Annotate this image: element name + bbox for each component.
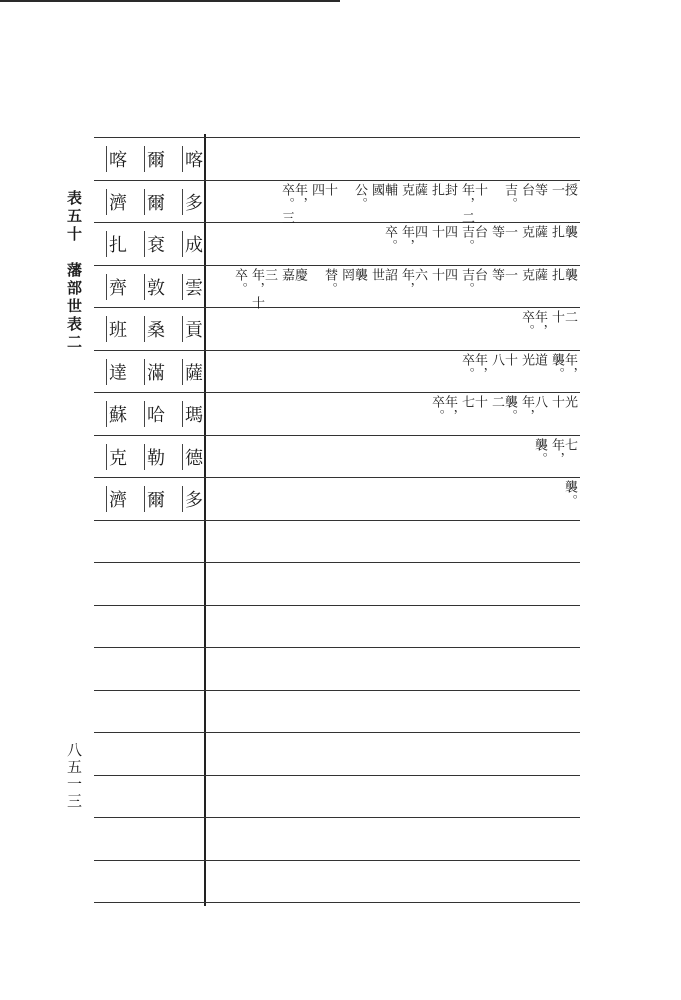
name-cell: [100, 309, 220, 349]
entry-column: [459, 268, 487, 310]
entry-cell: [210, 140, 580, 182]
entry-glyphs: 國: [369, 183, 384, 197]
entry-glyphs: 等: [532, 183, 547, 197]
row-rule: [94, 690, 580, 691]
entry-glyphs: 八: [532, 395, 547, 409]
name-cell: [100, 224, 220, 264]
name-char: 哈: [144, 401, 182, 427]
entry-glyphs: 道: [532, 353, 547, 367]
entry-cell: [210, 480, 580, 522]
name-char: 勒: [144, 444, 182, 470]
entry-glyphs: 襲。: [532, 438, 547, 466]
entry-glyphs: 十: [429, 225, 444, 239]
name-char: 爾: [144, 146, 182, 172]
entry-glyphs: 十: [549, 310, 564, 324]
entry-column: [429, 268, 457, 310]
name-char: 敦: [144, 274, 182, 300]
entry-glyphs: 一: [549, 183, 564, 197]
entry-glyphs: 十: [322, 183, 337, 197]
entry-column: [309, 183, 337, 225]
entry-glyphs: 扎: [429, 183, 444, 197]
entry-column: [549, 268, 577, 310]
entry-column: [519, 268, 547, 310]
entry-glyphs: 七: [562, 438, 577, 452]
name-char: 德: [182, 444, 220, 470]
name-char: 瑪: [182, 401, 220, 427]
entry-glyphs: 六: [412, 268, 427, 282]
row-rule: [94, 817, 580, 818]
entry-glyphs: 年，: [549, 438, 564, 466]
entry-glyphs: 襲。: [502, 395, 517, 423]
entry-glyphs: 二: [489, 395, 504, 409]
entry-glyphs: 薩: [532, 225, 547, 239]
entry-glyphs: 嘉: [279, 268, 294, 282]
entry-glyphs: 吉。: [502, 183, 517, 211]
entry-column: [549, 395, 577, 437]
entry-glyphs: 年，: [562, 353, 577, 381]
entry-glyphs: 等: [489, 225, 504, 239]
entry-column: [459, 225, 487, 267]
entry-column: [519, 353, 547, 395]
name-cell: [100, 352, 220, 392]
entry-column: [369, 183, 397, 225]
entry-column: [549, 438, 577, 480]
name-char: 喀: [106, 146, 144, 172]
entry-column: [374, 225, 396, 267]
entry-cell: [210, 438, 580, 480]
entry-column: [489, 353, 517, 395]
entry-glyphs: 輔: [382, 183, 397, 197]
top-rule: [0, 0, 340, 2]
entry-glyphs: 卒。: [459, 353, 474, 381]
row-rule: [94, 732, 580, 733]
name-char: 成: [182, 231, 220, 257]
entry-column: [429, 225, 457, 267]
entry-glyphs: 罔: [339, 268, 354, 282]
name-char: 班: [106, 316, 144, 342]
entry-glyphs: 台: [472, 225, 487, 239]
entry-column: [399, 183, 427, 225]
entry-glyphs: 年，十: [249, 268, 264, 310]
entry-column: [524, 438, 546, 480]
entry-cell: [210, 395, 580, 437]
entry-column: [399, 225, 427, 267]
name-char: 達: [106, 359, 144, 385]
entry-column: [489, 225, 517, 267]
entry-glyphs: 替。: [322, 268, 337, 296]
entry-glyphs: 扎: [549, 268, 564, 282]
name-char: 多: [182, 486, 220, 512]
entry-glyphs: 十: [502, 353, 517, 367]
name-char: 多: [182, 189, 220, 215]
entry-glyphs: 襲。: [549, 353, 564, 381]
name-char: 爾: [144, 189, 182, 215]
entry-column: [519, 395, 547, 437]
entry-column: [459, 353, 487, 395]
entry-glyphs: 三: [262, 268, 277, 282]
entry-column: [279, 268, 307, 310]
page-number: 八五一三: [65, 742, 83, 810]
name-char: 滿: [144, 359, 182, 385]
entry-glyphs: 十: [472, 395, 487, 409]
entry-column: [249, 268, 277, 310]
name-char: 齊: [106, 274, 144, 300]
entry-glyphs: 卒。三: [279, 183, 294, 225]
name-cell: [100, 267, 220, 307]
row-rule: [94, 137, 580, 138]
name-char: 扎: [106, 231, 144, 257]
entry-glyphs: 年，: [532, 310, 547, 338]
entry-glyphs: 吉。: [459, 268, 474, 296]
entry-cell: [210, 310, 580, 352]
entry-glyphs: 十: [472, 183, 487, 197]
entry-glyphs: 卒。: [382, 225, 397, 253]
entry-column: [314, 268, 336, 310]
name-char: 貢: [182, 316, 220, 342]
entry-glyphs: 年，二: [459, 183, 474, 225]
entry-column: [519, 225, 547, 267]
entry-glyphs: 年，: [399, 225, 414, 253]
row-rule: [94, 775, 580, 776]
entry-glyphs: 光: [562, 395, 577, 409]
entry-glyphs: 台: [519, 183, 534, 197]
entry-cell: [210, 268, 580, 310]
entry-glyphs: 封: [442, 183, 457, 197]
entry-glyphs: 授: [562, 183, 577, 197]
entry-glyphs: 襲。: [562, 480, 577, 508]
entry-column: [489, 268, 517, 310]
entry-column: [224, 268, 246, 310]
name-char: 爾: [144, 486, 182, 512]
entry-glyphs: 年，: [519, 395, 534, 423]
name-char: 桑: [144, 316, 182, 342]
entry-glyphs: 四: [442, 268, 457, 282]
entry-glyphs: 十: [429, 268, 444, 282]
entry-glyphs: 十: [549, 395, 564, 409]
entry-glyphs: 襲: [562, 268, 577, 282]
entry-column: [554, 480, 576, 522]
entry-glyphs: 光: [519, 353, 534, 367]
entry-glyphs: 扎: [549, 225, 564, 239]
name-cell: [100, 394, 220, 434]
entry-glyphs: 慶: [292, 268, 307, 282]
entry-column: [489, 395, 517, 437]
name-cell: [100, 182, 220, 222]
entry-glyphs: 年，: [472, 353, 487, 381]
name-char: 濟: [106, 189, 144, 215]
entry-column: [459, 183, 487, 225]
name-char: 喀: [182, 146, 220, 172]
entry-glyphs: 吉。: [459, 225, 474, 253]
entry-glyphs: 四: [309, 183, 324, 197]
entry-glyphs: 八: [489, 353, 504, 367]
entry-glyphs: 卒。: [519, 310, 534, 338]
name-char: 雲: [182, 274, 220, 300]
entry-glyphs: 年，: [399, 268, 414, 296]
name-char: 袞: [144, 231, 182, 257]
entry-column: [519, 310, 547, 352]
entry-column: [429, 395, 457, 437]
entry-glyphs: 台: [472, 268, 487, 282]
entry-column: [459, 395, 487, 437]
entry-glyphs: 世: [369, 268, 384, 282]
entry-column: [494, 183, 516, 225]
row-rule: [94, 647, 580, 648]
entry-glyphs: 卒。: [232, 268, 247, 296]
entry-glyphs: 一: [502, 225, 517, 239]
name-char: 蘇: [106, 401, 144, 427]
entry-glyphs: 詔: [382, 268, 397, 282]
entry-glyphs: 卒。: [429, 395, 444, 423]
entry-cell: [210, 225, 580, 267]
entry-column: [369, 268, 397, 310]
entry-glyphs: 二: [562, 310, 577, 324]
entry-glyphs: 薩: [412, 183, 427, 197]
name-cell: [100, 139, 220, 179]
name-char: 薩: [182, 359, 220, 385]
row-rule: [94, 605, 580, 606]
entry-glyphs: 四: [442, 225, 457, 239]
entry-glyphs: 公。: [352, 183, 367, 211]
entry-column: [279, 183, 307, 225]
entry-column: [549, 353, 577, 395]
entry-column: [429, 183, 457, 225]
entry-glyphs: 七: [459, 395, 474, 409]
entry-column: [339, 268, 367, 310]
entry-cell: [210, 353, 580, 395]
name-cell: [100, 437, 220, 477]
row-rule: [94, 562, 580, 563]
entry-column: [519, 183, 547, 225]
entry-cell: [210, 183, 580, 225]
row-rule: [94, 860, 580, 861]
entry-glyphs: 四: [412, 225, 427, 239]
entry-glyphs: 年，: [292, 183, 307, 211]
name-char: 克: [106, 444, 144, 470]
entry-glyphs: 襲: [562, 225, 577, 239]
entry-column: [399, 268, 427, 310]
name-cell: [100, 479, 220, 519]
entry-glyphs: 克: [519, 268, 534, 282]
row-rule: [94, 902, 580, 903]
entry-column: [549, 183, 577, 225]
entry-column: [344, 183, 366, 225]
entry-glyphs: 薩: [532, 268, 547, 282]
entry-glyphs: 年，: [442, 395, 457, 423]
side-title: 表五十 藩部世表二: [65, 190, 83, 352]
entry-glyphs: 克: [399, 183, 414, 197]
entry-glyphs: 襲: [352, 268, 367, 282]
entry-glyphs: 克: [519, 225, 534, 239]
name-char: 濟: [106, 486, 144, 512]
entry-column: [549, 225, 577, 267]
entry-glyphs: 一: [502, 268, 517, 282]
entry-column: [549, 310, 577, 352]
entry-glyphs: 等: [489, 268, 504, 282]
